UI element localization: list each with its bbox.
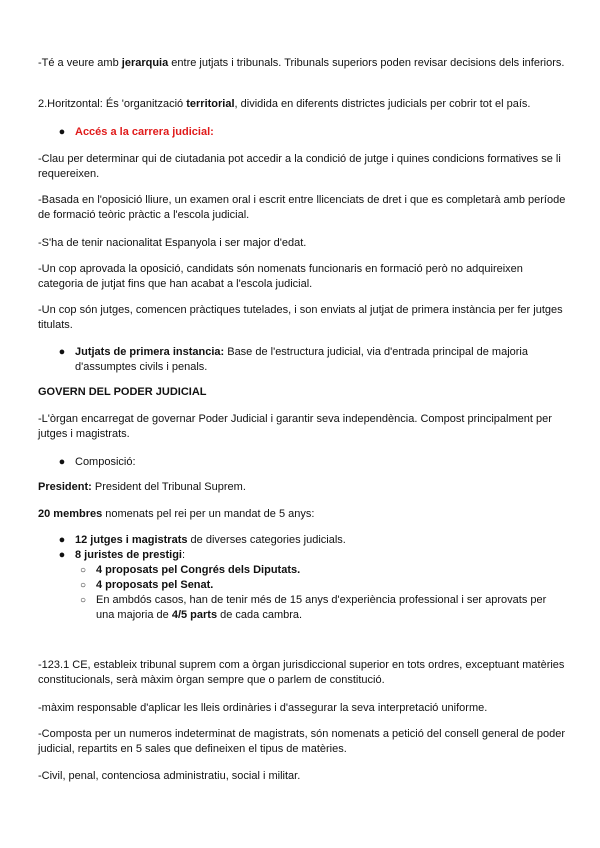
heading-govern: GOVERN DEL PODER JUDICIAL — [38, 386, 207, 398]
paragraph-membres — [38, 507, 566, 522]
list-item-jutges — [75, 533, 565, 548]
bold-text: President: — [38, 481, 92, 493]
sub-item-senat: 4 proposats pel Senat. — [96, 579, 214, 591]
bullet-icon: ● — [58, 456, 66, 468]
text: : — [181, 549, 186, 561]
paragraph-composta: -Composta per un numeros indeterminat de magistrats, són nomenats a petició del consell general de poder judicial, repartits en 5 sales que defineixen el tipus de matèries. — [38, 728, 566, 755]
bullet-icon: ● — [58, 126, 66, 138]
text: En ambdós casos, han de tenir més de 15 anys d'experiència professional i ser aprovats per una majoria de — [96, 594, 547, 621]
list-item-juristes — [75, 548, 565, 563]
bullet-jutjats-primera-instancia — [75, 345, 565, 375]
paragraph-123-1-ce: -123.1 CE, estableix tribunal suprem com a òrgan jurisdiccional superior en tots ordres, exceptuant matèries constitucionals, serà màxim òrgan sempre que o parlem de constitució. — [38, 659, 565, 686]
paragraph-aprovada: -Un cop aprovada la oposició, candidats són nomenats funcionaris en formació però no adquireixen categoria de jutjat fins que han acabat a l'escola judicial. — [38, 263, 523, 290]
bullet-icon: ● — [58, 549, 66, 561]
sub-item-ambdos — [96, 593, 566, 623]
text: de cada cambra. — [217, 609, 303, 621]
circle-bullet-icon: ○ — [79, 565, 87, 576]
text: , dividida en diferents districtes judicials per cobrir tot el país. — [234, 98, 531, 110]
bold-text: 8 juristes de prestigi — [75, 549, 182, 561]
paragraph-nacionalitat: -S'ha de tenir nacionalitat Espanyola i ser major d'edat. — [38, 237, 307, 249]
text: de diverses categories judicials. — [187, 534, 346, 546]
text: 2.Horitzontal: És 'organització — [38, 98, 187, 110]
bullet-icon: ● — [58, 346, 66, 358]
text: Base de l'estructura judicial, via d'entrada principal de majoria d'assumptes civils i penals. — [75, 346, 528, 373]
circle-bullet-icon: ○ — [79, 595, 87, 606]
paragraph-clau: -Clau per determinar qui de ciutadania pot accedir a la condició de jutge i quines condicions formatives se li requereixen. — [38, 153, 561, 180]
text: President del Tribunal Suprem. — [91, 481, 246, 493]
paragraph-organ: -L'òrgan encarregat de governar Poder Judicial i garantir seva independència. Compost principalment per jutges i magistrats. — [38, 413, 552, 440]
bold-text: 4/5 parts — [171, 609, 218, 621]
paragraph-sales: -Civil, penal, contenciosa administratiu, social i militar. — [38, 770, 301, 782]
text: -Té a veure amb — [38, 57, 122, 69]
bold-text: Jutjats de primera instancia: — [75, 346, 225, 358]
paragraph-jerarquia — [38, 56, 566, 71]
bold-text: jerarquia — [121, 57, 169, 69]
sub-item-congres: 4 proposats pel Congrés dels Diputats. — [96, 564, 301, 576]
paragraph-oposicio: -Basada en l'oposició lliure, un examen oral i escrit entre llicenciats de dret i que es completarà amb període de formació teòric pràctic a l'escola judicial. — [38, 194, 566, 221]
text: entre jutjats i tribunals. Tribunals superiors poden revisar decisions dels inferiors. — [168, 57, 565, 69]
bullet-acces-carrera: Accés a la carrera judicial: — [75, 126, 214, 138]
bold-text: 12 jutges i magistrats — [75, 534, 188, 546]
paragraph-maxim-responsable: -màxim responsable d'aplicar les lleis ordinàries i d'assegurar la seva interpretació uniforme. — [38, 702, 488, 714]
bold-text: territorial — [186, 98, 235, 110]
paragraph-practiques: -Un cop són jutges, comencen pràctiques tutelades, i son enviats al jutjat de primera instància per fer jutges titulats. — [38, 304, 563, 331]
bullet-icon: ● — [58, 534, 66, 546]
bold-text: 20 membres — [38, 508, 103, 520]
circle-bullet-icon: ○ — [79, 580, 87, 591]
text: nomenats pel rei per un mandat de 5 anys: — [102, 508, 315, 520]
bullet-composicio: Composició: — [75, 456, 136, 468]
paragraph-president — [38, 480, 566, 495]
paragraph-horitzontal — [38, 97, 566, 112]
